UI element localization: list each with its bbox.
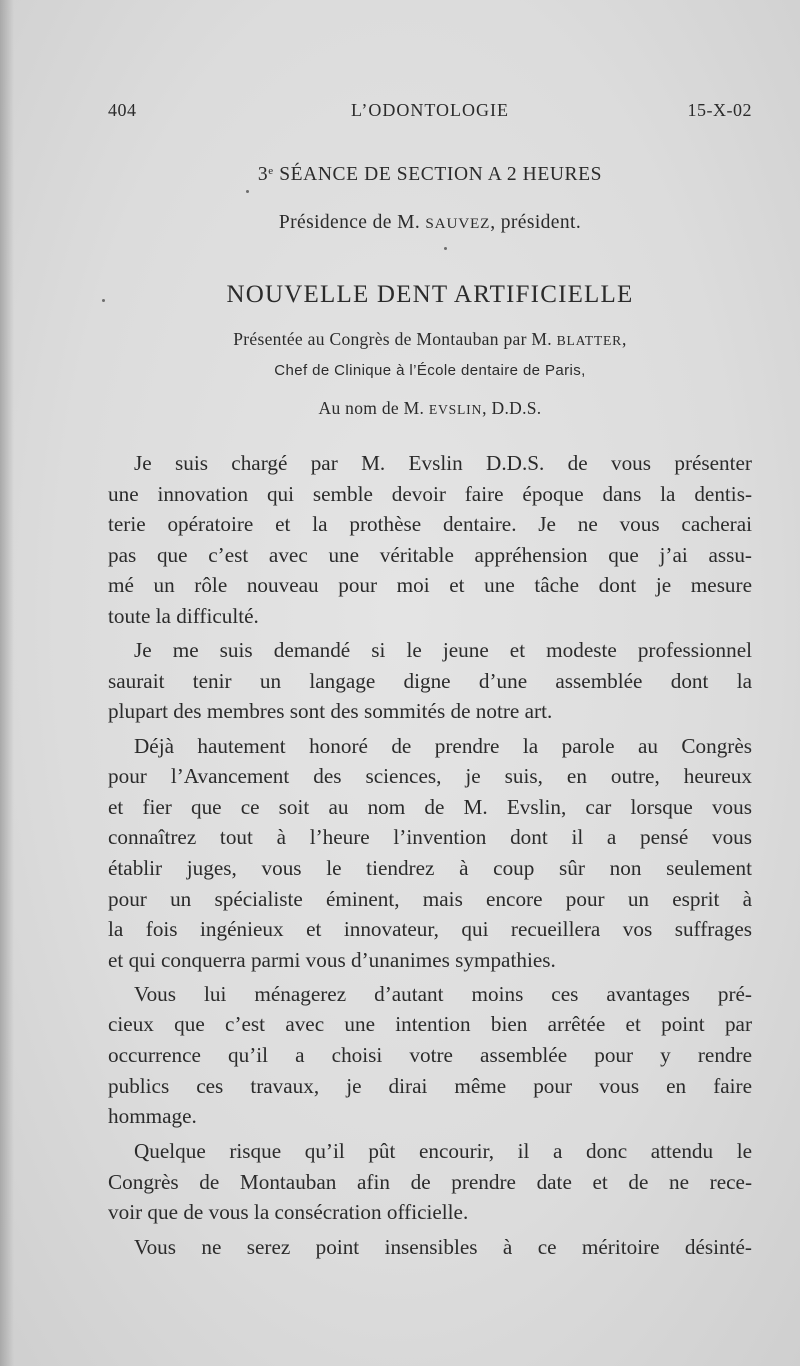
text-line: et fier que ce soit au nom de M. Evslin, car lorsque vous xyxy=(108,794,752,819)
text-line: occurrence qu’il a choisi votre assemblée pour y rendre xyxy=(108,1043,752,1068)
text-line: Je me suis demandé si le jeune et modeste professionnel xyxy=(134,638,752,663)
text-line: cieux que c’est avec une intention bien arrêtée et point par xyxy=(108,1012,752,1037)
issue-date: 15-X-02 xyxy=(687,100,752,120)
ink-speck xyxy=(444,247,447,250)
text-line: Je suis chargé par M. Evslin D.D.S. de vous présenter xyxy=(134,451,752,475)
text-line: Déjà hautement honoré de prendre la parole au Congrès xyxy=(134,733,752,758)
on-behalf-line: Au nom de M. EVSLIN, D.D.S. xyxy=(318,398,542,418)
journal-title: L’ODONTOLOGIE xyxy=(351,100,509,120)
text-line: publics ces travaux, je dirai même pour vous en faire xyxy=(108,1073,752,1098)
presenter-line: Présentée au Congrès de Montauban par M. BLATTER, xyxy=(233,329,627,349)
text-line: une innovation qui semble devoir faire époque dans la dentis- xyxy=(108,481,752,506)
text-line: mé un rôle nouveau pour moi et une tâche dont je mesure xyxy=(108,573,752,598)
text-line: et qui conquerra parmi vous d’unanimes sympathies. xyxy=(108,947,556,972)
text-line: Quelque risque qu’il pût encourir, il a donc attendu le xyxy=(134,1139,752,1164)
text-line: Vous lui ménagerez d’autant moins ces avantages pré- xyxy=(134,981,752,1006)
text-line: hommage. xyxy=(108,1104,197,1129)
running-head xyxy=(108,100,752,128)
text-line: toute la difficulté. xyxy=(108,603,259,628)
presenter-affiliation: Chef de Clinique à l’École dentaire de Paris, xyxy=(274,362,586,379)
text-line: terie opératoire et la prothèse dentaire. Je ne vous cacherai xyxy=(108,512,752,537)
inventor-name: EVSLIN xyxy=(428,402,483,417)
text-line: voir que de vous la consécration officielle. xyxy=(108,1200,469,1225)
ink-speck xyxy=(246,190,249,193)
session-heading: 3e SÉANCE DE SECTION A 2 HEURES xyxy=(257,164,603,185)
text-line: plupart des membres sont des sommités de notre art. xyxy=(108,699,553,724)
text-line: pour l’Avancement des sciences, je suis, en outre, heureux xyxy=(108,764,752,789)
text-line: la fois ingénieux et innovateur, qui recueillera vos suffrages xyxy=(108,917,752,942)
text-line: établir juges, vous le tiendrez à coup sûr non seulement xyxy=(108,855,752,880)
text-line: saurait tenir un langage digne d’une assemblée dont la xyxy=(108,668,752,693)
text-line: pour un spécialiste éminent, mais encore pour un esprit à xyxy=(108,886,752,911)
page-number: 404 xyxy=(108,100,137,120)
text-line: connaîtrez tout à l’heure l’invention dont il a pensé vous xyxy=(108,825,752,850)
article-title: NOUVELLE DENT ARTIFICIELLE xyxy=(226,281,634,308)
text-line: pas que c’est avec une véritable appréhension que j’ai assu- xyxy=(108,542,752,567)
text-line: Congrès de Montauban afin de prendre date et de ne rece- xyxy=(108,1169,752,1194)
ink-speck xyxy=(102,299,105,302)
page-gutter-shadow xyxy=(0,0,14,1366)
presenter-name: BLATTER xyxy=(556,333,623,348)
article-body xyxy=(108,448,752,1263)
text-line: Vous ne serez point insensibles à ce méritoire désinté- xyxy=(134,1235,752,1259)
presidence-line: Présidence de M. SAUVEZ, président. xyxy=(278,212,582,233)
president-name: SAUVEZ xyxy=(425,215,491,232)
